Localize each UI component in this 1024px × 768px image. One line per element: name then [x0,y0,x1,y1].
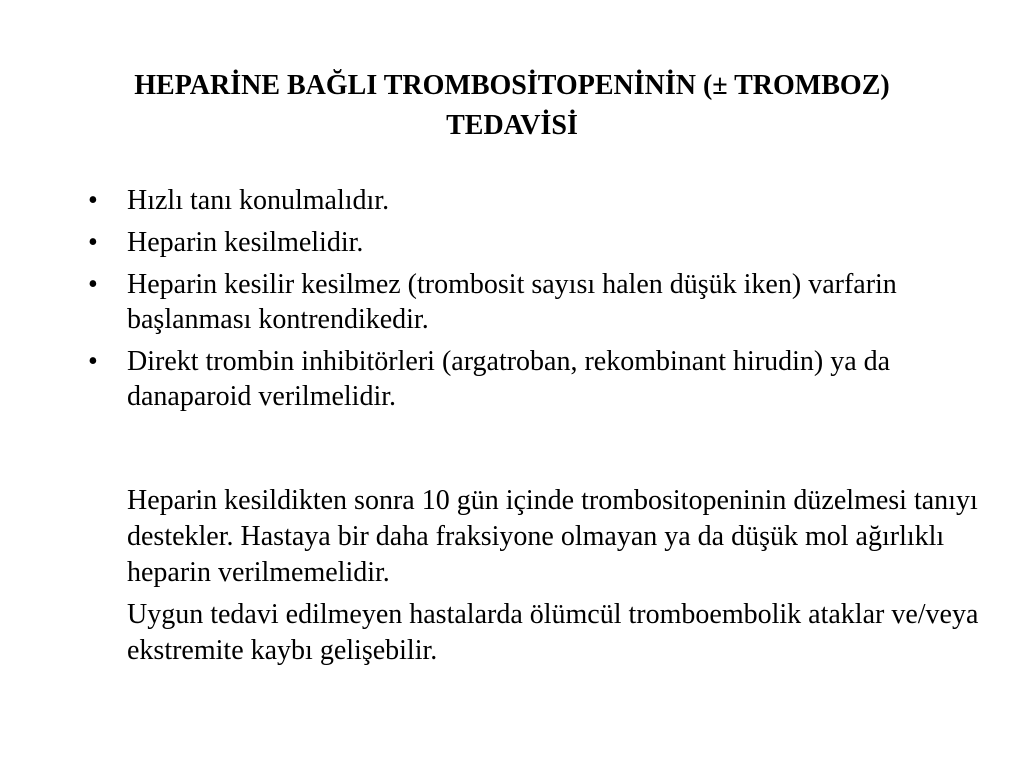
bullet-list [86,183,986,421]
bullet-item [86,344,986,414]
bullet-item [86,183,986,218]
slide-title [30,66,994,146]
slide-title-line-2: TEDAVİSİ [446,110,578,141]
paragraph: Uygun tedavi edilmeyen hastalarda ölümcül tromboembolik ataklar ve/veya ekstremite kaybı gelişebilir. [127,599,979,666]
bullet-icon: • [88,185,98,216]
bullet-icon: • [88,269,98,300]
bullet-icon: • [88,346,98,377]
body-paragraphs [127,483,987,675]
slide-title-line-1: HEPARİNE BAĞLI TROMBOSİTOPENİNİN (± TROMBOZ) [134,70,890,101]
paragraph: Heparin kesildikten sonra 10 gün içinde trombositopeninin düzelmesi tanıyı destekler. Hastaya bir daha fraksiyone olmayan ya da düşük mol ağırlıklı heparin verilmemelidir. [127,485,978,588]
bullet-item [86,267,986,337]
bullet-text: Heparin kesilmelidir. [127,227,364,258]
bullet-icon: • [88,227,98,258]
bullet-text: Heparin kesilir kesilmez (trombosit sayısı halen düşük iken) varfarin başlanması kontrendikedir. [127,269,897,335]
bullet-item [86,225,986,260]
bullet-text: Direkt trombin inhibitörleri (argatroban, rekombinant hirudin) ya da danaparoid verilmelidir. [127,346,891,412]
bullet-text: Hızlı tanı konulmalıdır. [127,185,390,216]
